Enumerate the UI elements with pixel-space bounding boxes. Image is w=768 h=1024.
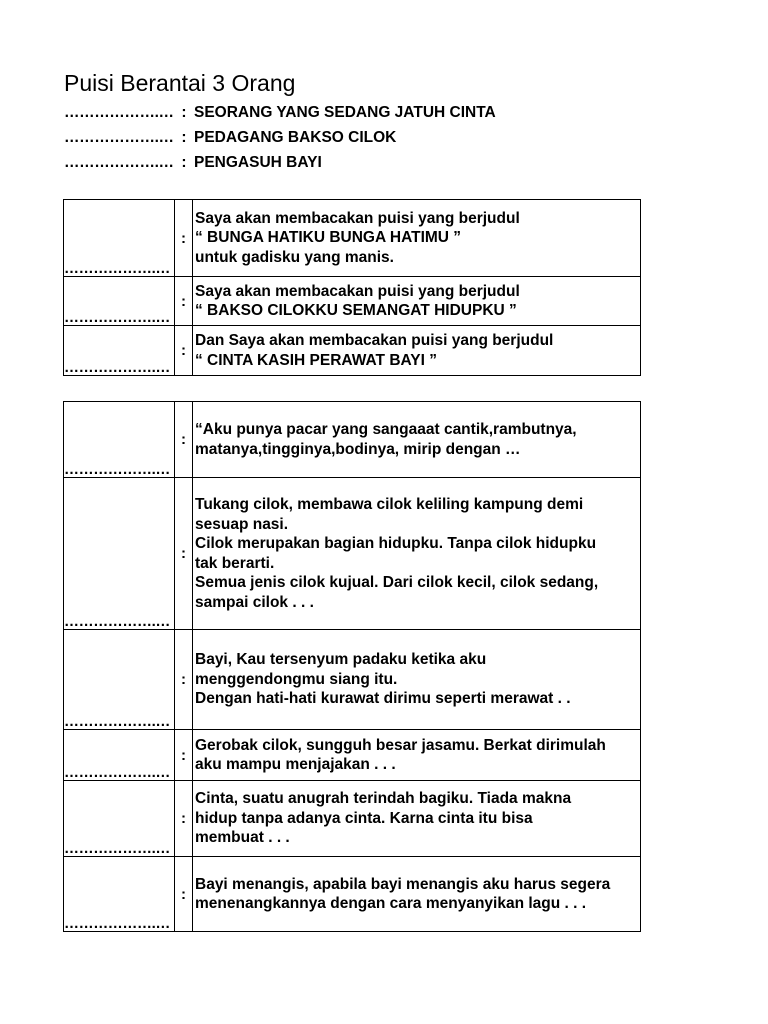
role-row (64, 100, 496, 125)
intro-table (63, 199, 641, 376)
poem-table (63, 401, 641, 932)
table-row (64, 402, 641, 478)
table-row (64, 200, 641, 277)
role-list (64, 100, 496, 175)
speaker-blank: ……………….… (64, 402, 175, 478)
role-name: SEORANG YANG SEDANG JATUH CINTA (194, 103, 496, 121)
colon: : (175, 630, 193, 730)
colon: : (175, 857, 193, 932)
intro-line: Saya akan membacakan puisi yang berjudul “ BAKSO CILOKKU SEMANGAT HIDUPKU ” (193, 277, 641, 326)
speaker-blank: ……………….… (64, 277, 175, 326)
speaker-blank: ……………….… (64, 326, 175, 376)
table-row (64, 630, 641, 730)
blank-name-line: ……………….… (64, 153, 174, 171)
colon: : (175, 781, 193, 857)
poem-line: Bayi, Kau tersenyum padaku ketika aku menggendongmu siang itu. Dengan hati-hati kurawat dirimu seperti merawat . . (193, 630, 641, 730)
table-row (64, 326, 641, 376)
document-title: Puisi Berantai 3 Orang (64, 70, 296, 96)
colon: : (175, 402, 193, 478)
colon: : (181, 153, 187, 171)
poem-line: Bayi menangis, apabila bayi menangis aku harus segera menenangkannya dengan cara menyanyikan lagu . . . (193, 857, 641, 932)
colon: : (181, 103, 187, 121)
table-row (64, 781, 641, 857)
role-name: PENGASUH BAYI (194, 153, 322, 171)
speaker-blank: ……………….… (64, 630, 175, 730)
poem-line: Cinta, suatu anugrah terindah bagiku. Tiada makna hidup tanpa adanya cinta. Karna cinta itu bisa membuat . . . (193, 781, 641, 857)
table-row (64, 730, 641, 781)
speaker-blank: ……………….… (64, 478, 175, 630)
colon: : (175, 730, 193, 781)
table-row (64, 277, 641, 326)
blank-name-line: ……………….… (64, 128, 174, 146)
speaker-blank: ……………….… (64, 200, 175, 277)
colon: : (175, 478, 193, 630)
colon: : (181, 128, 187, 146)
table-row (64, 478, 641, 630)
role-name: PEDAGANG BAKSO CILOK (194, 128, 397, 146)
speaker-blank: ……………….… (64, 781, 175, 857)
intro-line: Saya akan membacakan puisi yang berjudul “ BUNGA HATIKU BUNGA HATIMU ” untuk gadisku yang manis. (193, 200, 641, 277)
speaker-blank: ……………….… (64, 857, 175, 932)
poem-line: Gerobak cilok, sungguh besar jasamu. Berkat dirimulah aku mampu menjajakan . . . (193, 730, 641, 781)
table-row (64, 857, 641, 932)
colon: : (175, 326, 193, 376)
intro-line: Dan Saya akan membacakan puisi yang berjudul “ CINTA KASIH PERAWAT BAYI ” (193, 326, 641, 376)
blank-name-line: ……………….… (64, 103, 174, 121)
role-row (64, 150, 496, 175)
speaker-blank: ……………….… (64, 730, 175, 781)
poem-line: Tukang cilok, membawa cilok keliling kampung demi sesuap nasi. Cilok merupakan bagian hidupku. Tanpa cilok hidupku tak berarti. Semua jenis cilok kujual. Dari cilok kecil, cilok sedang, sampai cilok . . . (193, 478, 641, 630)
colon: : (175, 277, 193, 326)
role-row (64, 125, 496, 150)
colon: : (175, 200, 193, 277)
poem-line: “Aku punya pacar yang sangaaat cantik,rambutnya, matanya,tingginya,bodinya, mirip dengan … (193, 402, 641, 478)
